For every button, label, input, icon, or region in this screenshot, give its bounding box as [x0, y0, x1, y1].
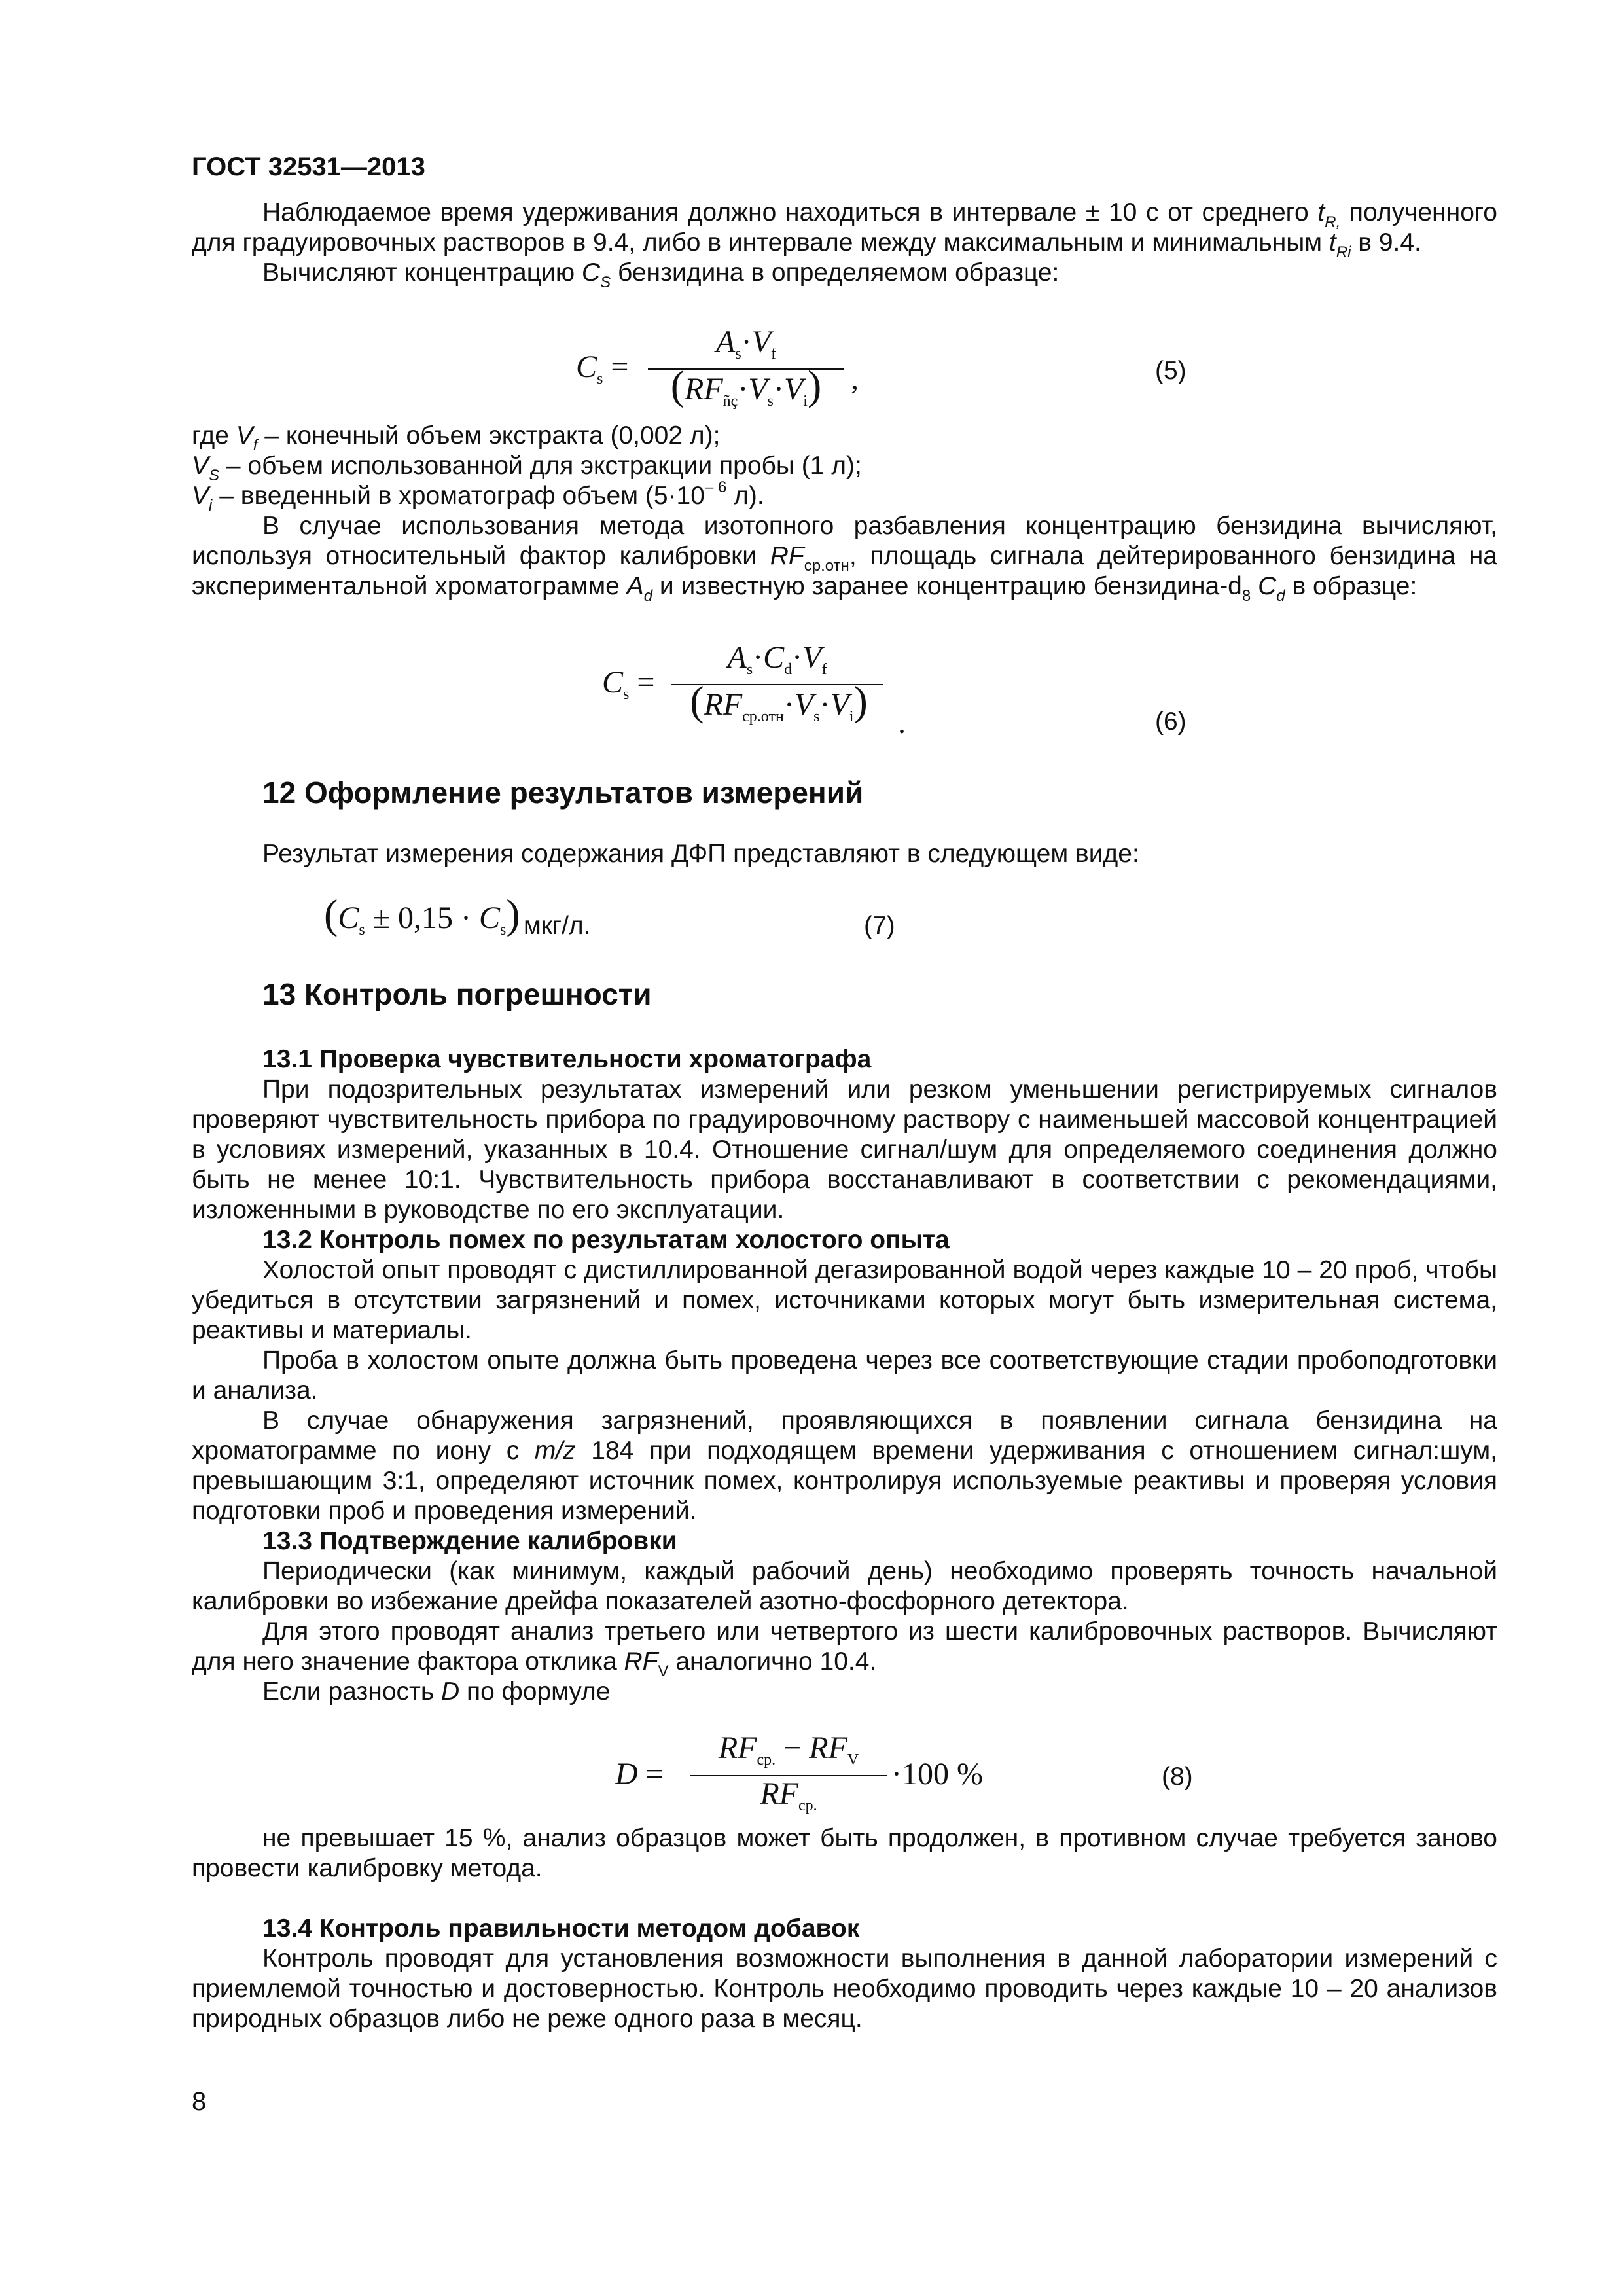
eq6-denominator — [661, 677, 897, 725]
eq-symbol: C — [602, 665, 624, 700]
subsection-13-3-p4: не превышает 15 %, анализ образцов может быть продолжен, в противном случае требуется заново провести калибровку метода. — [192, 1824, 1497, 1882]
eq-subscript: ñç — [722, 393, 738, 410]
intro-paragraph-1 — [192, 198, 1497, 261]
symbol-v: V — [192, 482, 209, 510]
subscript: S — [209, 467, 220, 484]
eq-dot: · — [773, 372, 784, 406]
eq8-times-100: ·100 % — [891, 1757, 983, 1791]
eq-symbol: A — [716, 325, 736, 359]
subscript: 8 — [1241, 587, 1251, 605]
eq8-number: (8) — [1162, 1763, 1193, 1791]
eq7-number: (7) — [864, 912, 895, 940]
text-run: аналогично 10.4. — [668, 1647, 877, 1676]
eq-subscript: s — [735, 346, 741, 363]
eq-dot: · — [819, 687, 830, 722]
eq-subscript: s — [623, 686, 630, 703]
symbol-t: t — [1329, 228, 1336, 257]
section-13-block-continued — [192, 1823, 1497, 2034]
subsection-13-1-title: 13.1 Проверка чувствительности хроматографа — [262, 1045, 872, 1073]
eq-symbol: RF — [760, 1776, 798, 1811]
eq-symbol: V — [751, 325, 771, 359]
symbol-v: V — [236, 422, 253, 450]
symbol-t: t — [1317, 198, 1325, 226]
subsection-13-2-p3 — [192, 1406, 1497, 1526]
eq-paren: ( — [324, 891, 338, 937]
eq-subscript: V — [847, 1751, 859, 1768]
subscript: V — [658, 1662, 669, 1680]
eq-symbol: V — [830, 687, 849, 722]
eq7-unit: мкг/л. — [524, 912, 591, 940]
text-run: полученного для градуировочных растворов в 9.4, либо в интервале между максимальным и минимальным — [192, 198, 1497, 257]
eq-subscript: s — [359, 922, 365, 939]
superscript: – 6 — [704, 478, 727, 496]
eq-symbol: V — [802, 640, 822, 675]
symbol-v: V — [192, 452, 209, 480]
eq-symbol: V — [748, 372, 768, 406]
eq-equals: = — [611, 350, 629, 384]
eq-symbol: C — [479, 901, 501, 935]
section-12-text: Результат измерения содержания ДФП представляют в следующем виде: — [262, 840, 1139, 868]
subscript: d — [643, 587, 653, 605]
subsection-13-4-text: Контроль проводят для установления возможности выполнения в данной лаборатории измерений с приемлемой точностью и достоверностью. Контроль необходимо проводить через каждые 10 – 20 анализов природных образцов либо не реже одного раза в месяц. — [192, 1945, 1497, 2033]
eq-operator: − — [776, 1731, 810, 1765]
text-run: – конечный объем экстракта (0,002 л); — [257, 422, 721, 450]
intro-block — [192, 198, 1497, 291]
text-run: , площадь сигнала дейтерированного бензидина на экспериментальной хроматограмме — [192, 542, 1497, 600]
eq-symbol: D — [615, 1757, 638, 1791]
subsection-13-3-p3 — [192, 1677, 1497, 1707]
text-run: – объем использованной для экстракции пробы (1 л); — [219, 452, 862, 480]
subscript: S — [600, 274, 611, 291]
text-run: по формуле — [459, 1677, 611, 1706]
eq6-numerator — [671, 640, 883, 678]
subscript: i — [209, 497, 213, 514]
eq-subscript: f — [770, 346, 776, 363]
text-run: Наблюдаемое время удерживания должно находиться в интервале ± 10 с от среднего — [262, 198, 1318, 226]
eq-subscript: ср.отн — [742, 708, 784, 725]
eq8-denominator — [690, 1776, 887, 1814]
eq-dot: · — [738, 372, 749, 406]
symbol-mz: m/z — [534, 1437, 576, 1465]
text-run: в 9.4. — [1351, 228, 1421, 257]
symbol-rf: RF — [770, 542, 804, 570]
section-13-block — [192, 1045, 1497, 1707]
eq-symbol: RF — [718, 1731, 757, 1765]
eq-dot: · — [753, 640, 764, 675]
eq-equals: = — [645, 1757, 664, 1791]
subsection-13-3-p2 — [192, 1617, 1497, 1680]
text-run: 184 при подходящем времени удерживания с отношением сигнал:шум, превышающим 3:1, определяют источник помех, контролируя используемые реактивы и проверяя условия подготовки проб и проведения измерений. — [192, 1437, 1497, 1525]
isotope-dilution-paragraph — [192, 511, 1497, 605]
text-run: – введенный в хроматограф объем (5·10 — [212, 482, 705, 510]
symbol-a: A — [626, 572, 644, 600]
section-12-heading: 12 Оформление результатов измерений — [262, 776, 864, 810]
eq-subscript: ср. — [798, 1797, 817, 1814]
eq-operator: ± 0,15 · — [365, 901, 479, 935]
eq-symbol: A — [727, 640, 747, 675]
subscript: ср.отн — [804, 557, 849, 575]
definition-vf — [192, 421, 1497, 454]
text-run: Для этого проводят анализ третьего или четвертого из шести калибровочных растворов. Вычисляют для него значение фактора отклика — [192, 1617, 1497, 1676]
text-run: в образце: — [1285, 572, 1418, 600]
text-run — [1251, 572, 1258, 600]
symbol-d: D — [441, 1677, 460, 1706]
text-run: л). — [726, 482, 764, 510]
eq-subscript: s — [767, 393, 774, 410]
eq-symbol: V — [783, 372, 804, 406]
subsection-13-2-title: 13.2 Контроль помех по результатам холостого опыта — [262, 1226, 950, 1254]
symbol-rf: RF — [624, 1647, 658, 1676]
subscript: f — [253, 437, 258, 454]
document-header: ГОСТ 32531—2013 — [192, 152, 425, 181]
eq-symbol: RF — [704, 687, 743, 722]
eq-symbol: C — [576, 350, 597, 384]
eq6-number: (6) — [1155, 708, 1186, 736]
definition-vi — [192, 478, 1497, 514]
eq-symbol: C — [763, 640, 785, 675]
eq-symbol: RF — [685, 372, 723, 406]
subscript: R, — [1325, 213, 1341, 231]
eq-symbol: V — [794, 687, 814, 722]
eq-paren: ) — [853, 677, 868, 724]
eq-subscript: f — [821, 661, 827, 678]
eq7-expression — [324, 891, 520, 939]
eq-subscript: i — [803, 393, 808, 410]
subscript: Ri — [1336, 243, 1351, 261]
text-run: Если разность — [262, 1677, 442, 1706]
text-run: где — [192, 422, 236, 450]
subsection-13-4-title: 13.4 Контроль правильности методом добавок — [262, 1914, 860, 1943]
eq-equals: = — [637, 665, 655, 700]
text-run: В случае обнаружения загрязнений, проявляющихся в появлении сигнала бензидина на хроматограмме по иону с — [192, 1407, 1497, 1465]
eq-subscript: i — [849, 708, 854, 725]
subsection-13-2-p1: Холостой опыт проводят с дистиллированной дегазированной водой через каждые 10 – 20 проб, чтобы убедиться в отсутствии загрязнений и помех, источниками которых могут быть измерительная система, реактивы и материалы. — [192, 1256, 1497, 1344]
eq-paren: ) — [807, 362, 822, 408]
eq5-lhs — [576, 350, 629, 387]
text-run: В случае использования метода изотопного разбавления концентрацию бензидина вычисляют, используя относительный фактор калибровки — [192, 512, 1497, 570]
eq-subscript: s — [746, 661, 753, 678]
definitions-block — [192, 421, 1497, 605]
eq5-number: (5) — [1155, 357, 1186, 385]
page-number: 8 — [192, 2087, 207, 2116]
subsection-13-2-p2: Проба в холостом опыте должна быть проведена через все соответствующие стадии пробоподготовки и анализа. — [192, 1346, 1497, 1405]
eq6-period: . — [898, 706, 906, 740]
eq-subscript: s — [597, 370, 603, 387]
eq8-numerator — [690, 1731, 887, 1768]
text-run: Вычисляют концентрацию — [262, 259, 582, 287]
subscript: d — [1276, 587, 1285, 605]
eq-paren: ( — [690, 677, 704, 724]
eq-dot: · — [741, 325, 752, 359]
subsection-13-3-title: 13.3 Подтверждение калибровки — [262, 1527, 677, 1555]
subsection-13-3-p1: Периодически (как минимум, каждый рабочий день) необходимо проверять точность начальной калибровки во избежание дрейфа показателей азотно-фосфорного детектора. — [192, 1557, 1497, 1615]
eq-subscript: d — [784, 661, 793, 678]
eq-paren: ) — [506, 891, 520, 937]
eq8-lhs — [615, 1759, 664, 1789]
text-run: и известную заранее концентрацию бензидина-d — [652, 572, 1242, 600]
definition-vs — [192, 451, 1497, 484]
eq-subscript: s — [813, 708, 820, 725]
intro-paragraph-2 — [192, 258, 1497, 291]
symbol-c: C — [581, 259, 601, 287]
eq-subscript: s — [500, 922, 507, 939]
symbol-c: C — [1258, 572, 1277, 600]
eq-dot: · — [783, 687, 794, 722]
eq5-denominator — [641, 362, 851, 410]
eq6-lhs — [602, 665, 655, 703]
eq-dot: · — [792, 640, 803, 675]
eq-symbol: C — [338, 901, 359, 935]
eq5-numerator — [648, 325, 844, 363]
eq-paren: ( — [670, 362, 685, 408]
eq-symbol: RF — [809, 1731, 847, 1765]
eq5-comma: , — [851, 361, 859, 396]
section-13-heading: 13 Контроль погрешности — [262, 977, 652, 1011]
subsection-13-1-text: При подозрительных результатах измерений или резком уменьшении регистрируемых сигналов проверяют чувствительность прибора по градуировочному раствору с наименьшей массовой концентрацией в условиях измерений, указанных в 10.4. Отношение сигнал/шум для определяемого соединения должно быть не менее 10:1. Чувствительность прибора восстанавливают в соответствии с рекомендациями, изложенными в руководстве по его эксплуатации. — [192, 1075, 1497, 1224]
text-run: бензидина в определяемом образце: — [611, 259, 1060, 287]
eq-subscript: ср. — [757, 1751, 776, 1768]
